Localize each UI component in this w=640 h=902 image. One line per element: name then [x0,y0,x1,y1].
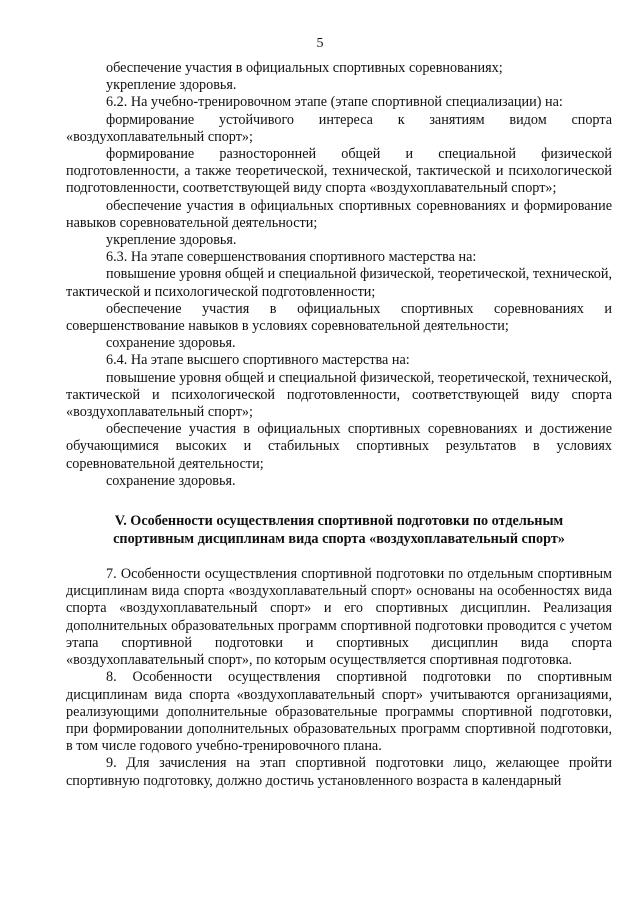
section-heading-line: спортивным дисциплинам вида спорта «воздухоплавательный спорт» [113,531,565,548]
paragraph: обеспечение участия в официальных спортивных соревнованиях и формирование навыков соревновательной деятельности; [66,197,612,231]
paragraph: повышение уровня общей и специальной физической, теоретической, технической, тактической и психологической подготовленности, соответствующей виду спорта «воздухоплавательный спорт»; [66,369,612,421]
paragraph: обеспечение участия в официальных спортивных соревнованиях; [106,60,503,76]
subsection-heading: 6.2. На учебно-тренировочном этапе (этапе спортивной специализации) на: [106,94,563,111]
paragraph: повышение уровня общей и специальной физической, теоретической, технической, тактической и психологической подготовленности; [66,266,612,300]
paragraph: сохранение здоровья. [106,335,236,352]
document-body [66,60,612,790]
paragraph: сохранение здоровья. [106,472,236,489]
section-heading [66,512,612,548]
paragraph: обеспечение участия в официальных спортивных соревнованиях и достижение обучающимися высоких и стабильных спортивных результатов в условиях соревновательной деятельности; [66,421,612,472]
page-number: 5 [316,36,324,51]
paragraph: 9. Для зачисления на этап спортивной подготовки лицо, желающее пройти спортивную подготовку, должно достичь установленного возраста в календарный [66,755,612,789]
paragraph: 8. Особенности осуществления спортивной подготовки по спортивным дисциплинам вида спорта «воздухоплавательный спорт» учитываются организациями, реализующими дополнительные образовательные программы спортивной подготовки, при формировании дополнительных образовательных программ спортивной подготовки, в том числе годового учебно-тренировочного плана. [66,669,612,755]
paragraph: укрепление здоровья. [106,77,237,94]
subsection-heading: 6.4. На этапе высшего спортивного мастерства на: [106,352,410,369]
paragraph: формирование устойчивого интереса к занятиям видом спорта «воздухоплавательный спорт»; [66,111,612,145]
section-heading-line: V. Особенности осуществления спортивной подготовки по отдельным [114,513,564,530]
spacer [66,490,612,512]
paragraph: 7. Особенности осуществления спортивной подготовки по отдельным спортивным дисциплинам вида спорта «воздухоплавательный спорт» основаны на особенностях вида спорта «воздухоплавательный спорт» и его спортивных дисциплин. Реализация дополнительных образовательных программ спортивной подготовки проводится с учетом этапа спортивной подготовки и спортивных дисциплин вида спорта «воздухоплавательный спорт», по которым осуществляется спортивная подготовка. [66,566,612,669]
paragraph: укрепление здоровья. [106,232,237,249]
paragraph: формирование разносторонней общей и специальной физической подготовленности, а также теоретической, технической, тактической и психологической подготовленности, соответствующей виду спорта «воздухоплавательный спорт»; [66,146,612,197]
paragraph: обеспечение участия в официальных спортивных соревнованиях и совершенствование навыков в условиях соревновательной деятельности; [66,300,612,335]
spacer [66,548,612,566]
subsection-heading: 6.3. На этапе совершенствования спортивного мастерства на: [106,249,477,266]
